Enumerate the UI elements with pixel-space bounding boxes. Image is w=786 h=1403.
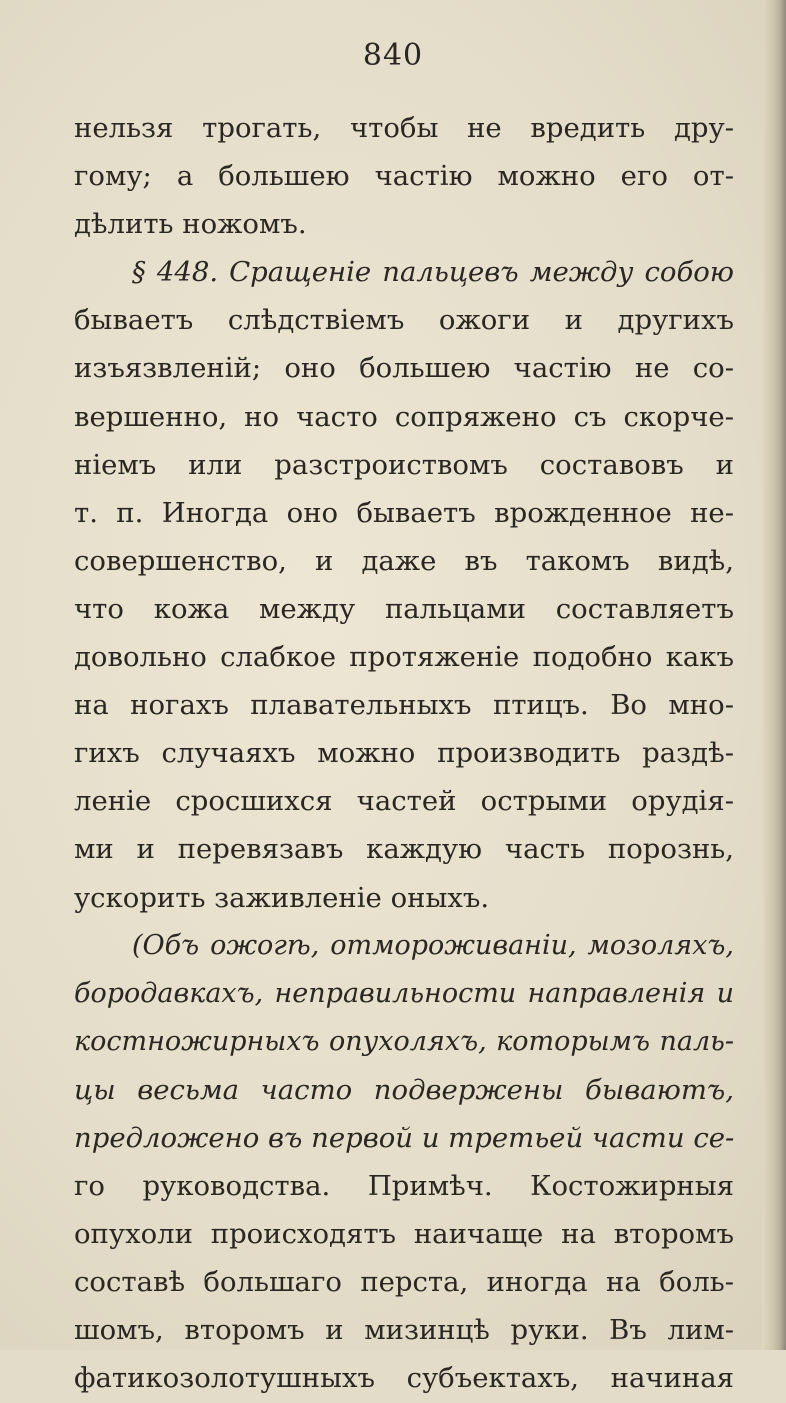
text-line: ми и перевязавъ каждую часть порознь,	[74, 833, 734, 866]
text-line: гихъ случаяхъ можно производить раздѣ-	[74, 737, 734, 770]
note-line: костножирныхъ опухоляхъ, которымъ паль-	[74, 1025, 734, 1057]
text-line: леніе сросшихся частей острыми орудія-	[74, 785, 734, 818]
text-line: изъязвленій; оно большею частію не со-	[74, 352, 734, 385]
text-line: го руководства. Примѣч. Костожирныя	[74, 1170, 734, 1203]
text-line: составѣ большаго перста, иногда на боль-	[74, 1266, 734, 1299]
page-number: 840	[362, 38, 424, 73]
text-line: шомъ, второмъ и мизинцѣ руки. Въ лим-	[74, 1314, 734, 1347]
page-edge-shadow	[762, 0, 786, 1350]
text-line: вершенно, но часто сопряжено съ скорче-	[74, 400, 734, 433]
note-line: предложено въ первой и третьей части се-	[74, 1121, 735, 1154]
text-line: бываетъ слѣдствіемъ ожоги и другихъ	[74, 304, 734, 337]
note-line: (Объ ожогѣ, отмороживаніи, мозоляхъ,	[132, 929, 734, 961]
text-line: фатикозолотушныхъ субъектахъ, начиная	[74, 1362, 734, 1395]
text-line: ніемъ или разстроиствомъ составовъ и	[74, 448, 734, 481]
body-text	[74, 104, 734, 1403]
text-line: совершенство, и даже въ такомъ видѣ,	[74, 544, 734, 577]
text-line: ускорить заживленіе оныхъ.	[74, 881, 490, 914]
text-line: гому; а большею частію можно его от-	[74, 160, 734, 193]
text-line: что кожа между пальцами составляетъ	[74, 592, 734, 625]
text-line: довольно слабкое протяженіе подобно какъ	[74, 641, 734, 674]
text-line: дѣлить ножомъ.	[74, 208, 307, 241]
section-heading-line: § 448. Сращеніе пальцевъ между собою	[132, 256, 734, 289]
note-line: бородавкахъ, неправильности направленія и	[74, 977, 734, 1009]
note-line: цы весьма часто подвержены бываютъ,	[74, 1073, 734, 1106]
text-line: опухоли происходятъ наичаще на второмъ	[74, 1218, 734, 1251]
text-line: на ногахъ плавательныхъ птицъ. Во мно-	[74, 689, 734, 722]
text-line: т. п. Иногда оно бываетъ врожденное не-	[74, 496, 734, 529]
text-line: нельзя трогать, чтобы не вредить дру-	[74, 112, 734, 144]
